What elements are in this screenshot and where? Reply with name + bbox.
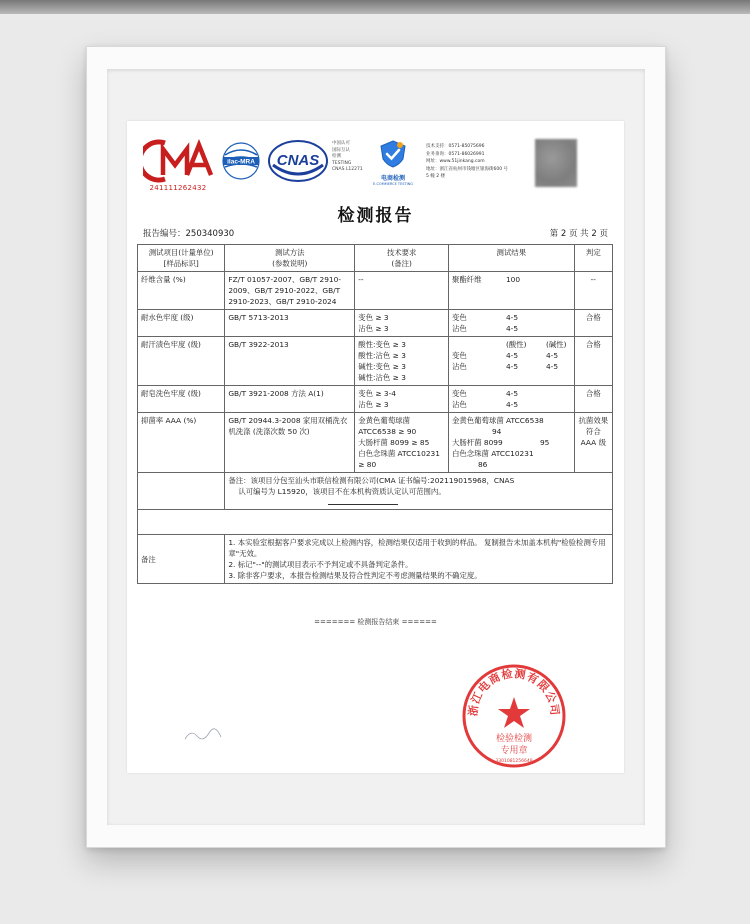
cell-item: 耐汗渍色牢度 (级) (138, 337, 225, 386)
header-method (225, 245, 355, 272)
result-value: 4-5 (505, 324, 519, 333)
result-key: 变色 (451, 313, 467, 322)
seal-star-icon (498, 697, 530, 728)
cell-item: 耐水色牢度 (级) (138, 310, 225, 337)
cell-judgement: 合格 (574, 386, 612, 413)
header-judgement (574, 245, 612, 272)
header-item-label: 测试项目(计量单位) (148, 248, 214, 257)
cell-method: GB/T 20944.3-2008 家用双桶洗衣机洗涤 (洗涤次数 50 次) (225, 413, 355, 473)
header-method-label: 测试方法 (275, 248, 305, 257)
cnas-icon (267, 139, 329, 183)
remark-cell (225, 473, 613, 510)
seal-top-text: 浙江电商检测有限公司 (466, 667, 562, 717)
contact-line: 业务垂询：0571-86026991 (426, 151, 485, 157)
ecommerce-testing-logo (363, 139, 423, 186)
result-subheader-alkaline: (碱性) (545, 340, 567, 349)
result-key: 变色 (451, 351, 467, 360)
seal-center-text: 检验检测 (495, 734, 533, 744)
remark-line: 认可编号为 L15920，该项目不在本机构资质认定认可范围内。 (238, 487, 446, 496)
contact-line: 地址：浙江省杭州市钱塘区银海街600 号 (426, 166, 509, 172)
table-header-row (138, 245, 613, 272)
cell-requirement (355, 386, 449, 413)
svg-text:ilac-MRA: ilac-MRA (227, 158, 255, 166)
req-line: 变色 ≥ 3-4 (358, 389, 396, 398)
background-top-strip (0, 0, 750, 14)
contact-line: 网址：www.51jinkang.com (426, 159, 485, 164)
result-line (452, 350, 571, 361)
notes-label: 备注 (138, 535, 225, 584)
cell-judgement: 合格 (574, 310, 612, 337)
cma-mark-icon (143, 139, 213, 183)
cell-requirement (355, 413, 449, 473)
shield-check-icon (378, 139, 408, 169)
result-line: 金黄色葡萄球菌 ATCC6538 (451, 416, 544, 425)
cell-requirement (355, 337, 449, 386)
separator-line (328, 504, 398, 505)
results-table (137, 244, 613, 584)
cnas-line: 检测 (332, 154, 341, 159)
cell-result (448, 337, 574, 386)
result-value: 4-5 (505, 389, 519, 398)
seal-bottom-text: 专用章 (500, 746, 528, 756)
seal-number: 3301081256648 (495, 759, 533, 764)
result-subheader-acid: (酸性) (505, 340, 527, 349)
contact-line: 5 幢 2 楼 (426, 174, 446, 179)
cell-judgement: -- (574, 272, 612, 310)
note-item: 3. 除非客户要求，本报告检测结果及符合性判定不考虑测量结果的不确定度。 (228, 571, 482, 580)
req-line: 白色念珠菌 ATCC10231 ≥ 80 (358, 449, 440, 469)
signature-mark (183, 727, 223, 743)
cell-judgement: 合格 (574, 337, 612, 386)
cell-requirement (355, 310, 449, 337)
header-requirement (355, 245, 449, 272)
report-title: 检测报告 (337, 206, 414, 226)
cell-judgement: 抗菌效果符合 AAA 级 (574, 413, 612, 473)
cell-result (448, 386, 574, 413)
blank-cell (138, 510, 613, 535)
header-requirement-label: 技术要求 (386, 248, 417, 257)
cnas-line: 中国认可 (332, 141, 350, 146)
req-line: 酸性:变色 ≥ 3 (358, 340, 406, 349)
req-line: 金黄色葡萄球菌 ATCC6538 ≥ 90 (358, 416, 417, 436)
result-line (452, 361, 571, 372)
result-line (452, 399, 571, 410)
notes-cell (225, 535, 613, 584)
cell-method: GB/T 3921-2008 方法 A(1) (225, 386, 355, 413)
cma-code: 241111262432 (149, 184, 207, 192)
contact-info (426, 143, 544, 181)
svg-text:CNAS: CNAS (276, 152, 320, 169)
blank-row (138, 510, 613, 535)
note-item: 1. 本实验室根据客户要求完成以上检测内容，检测结果仅适用于收到的样品。 复制报告未加盖本机构"检验检测专用章"无效。 (228, 538, 606, 558)
cell-method: GB/T 3922-2013 (225, 337, 355, 386)
ecom-label: 电商检测 (380, 175, 405, 182)
cell-item: 抑菌率 AAA (%) (138, 413, 225, 473)
result-value: 4-5 (545, 362, 559, 371)
notes-row (138, 535, 613, 584)
cell-method: GB/T 5713-2013 (225, 310, 355, 337)
report-end-marker: ======= 检测报告结束 ====== (314, 618, 437, 626)
ecom-sub: E-COMMERCE TESTING (372, 182, 414, 186)
note-item: 2. 标记"--"的测试项目表示不予判定或不具备判定条件。 (228, 560, 413, 569)
result-line: 白色念珠菌 ATCC10231 (451, 449, 534, 458)
company-seal (461, 663, 567, 769)
cell-method: FZ/T 01057-2007、GB/T 2910-2009、GB/T 2910-2022、GB/T 2910-2023、GB/T 2910-2024 (225, 272, 355, 310)
cell-result (448, 310, 574, 337)
cnas-line: 国际互认 (332, 147, 350, 153)
result-line (452, 274, 571, 285)
result-key: 沾色 (451, 400, 467, 409)
remark-empty-cell (138, 473, 225, 510)
cell-item: 纤维含量 (%) (138, 272, 225, 310)
cnas-line: TESTING (332, 160, 352, 166)
cell-result (448, 272, 574, 310)
req-line: 变色 ≥ 3 (358, 313, 389, 322)
result-line (452, 323, 571, 334)
result-key: 沾色 (451, 362, 467, 371)
remark-row (138, 473, 613, 510)
result-value: 4-5 (505, 362, 519, 371)
req-line: 碱性:变色 ≥ 3 (358, 362, 406, 371)
req-line: 酸性:沾色 ≥ 3 (358, 351, 406, 360)
req-line: 大肠杆菌 8099 ≥ 85 (358, 438, 430, 447)
report-number: 报告编号：250340930 (143, 229, 235, 239)
header-result (448, 245, 574, 272)
result-line (452, 312, 571, 323)
table-row (138, 310, 613, 337)
result-value: 100 (505, 275, 521, 284)
req-line: 碱性:沾色 ≥ 3 (358, 373, 406, 382)
header-result-label: 测试结果 (496, 248, 527, 257)
result-value: 95 (539, 438, 550, 447)
table-row (138, 337, 613, 386)
result-subheader-blank (452, 339, 506, 350)
result-key: 聚酯纤维 (451, 275, 482, 284)
req-line: -- (358, 275, 364, 284)
header-judgement-label: 判定 (585, 248, 601, 257)
result-value: 4-5 (545, 351, 559, 360)
header-item (138, 245, 225, 272)
table-row (138, 413, 613, 473)
header-logos (143, 139, 613, 197)
ilac-mra-icon (219, 141, 263, 181)
table-row (138, 272, 613, 310)
result-line (452, 388, 571, 399)
cell-result (448, 413, 574, 473)
result-line: 大肠杆菌 8099 (451, 438, 503, 447)
header-item-sub: [样品标识] (163, 259, 199, 268)
contact-line: 技术支持：0571-85075696 (426, 144, 485, 149)
req-line: 沾色 ≥ 3 (358, 400, 389, 409)
header-method-sub: (参数说明) (272, 259, 308, 268)
header-requirement-sub: (备注) (391, 259, 412, 268)
report-meta (143, 227, 608, 239)
remark-line: 备注：该项目分包至汕头市联信检测有限公司(CMA 证书编号:202119015968，CNAS (228, 476, 515, 485)
certificate-frame (86, 46, 666, 848)
cma-logo (143, 139, 213, 192)
result-key: 变色 (451, 389, 467, 398)
blurred-qr-code (535, 139, 577, 187)
result-value: 86 (477, 460, 488, 469)
result-value: 4-5 (505, 351, 519, 360)
result-value: 94 (491, 427, 502, 436)
cnas-line: CNAS L12271 (332, 167, 363, 172)
page-indicator: 第 2 页 共 2 页 (549, 229, 608, 239)
result-subheader (452, 339, 571, 350)
table-row (138, 386, 613, 413)
result-value: 4-5 (505, 400, 519, 409)
result-value: 4-5 (505, 313, 519, 322)
cell-requirement (355, 272, 449, 310)
req-line: 沾色 ≥ 3 (358, 324, 389, 333)
result-key: 沾色 (451, 324, 467, 333)
cell-item: 耐皂洗色牢度 (级) (138, 386, 225, 413)
report-paper (127, 121, 624, 773)
